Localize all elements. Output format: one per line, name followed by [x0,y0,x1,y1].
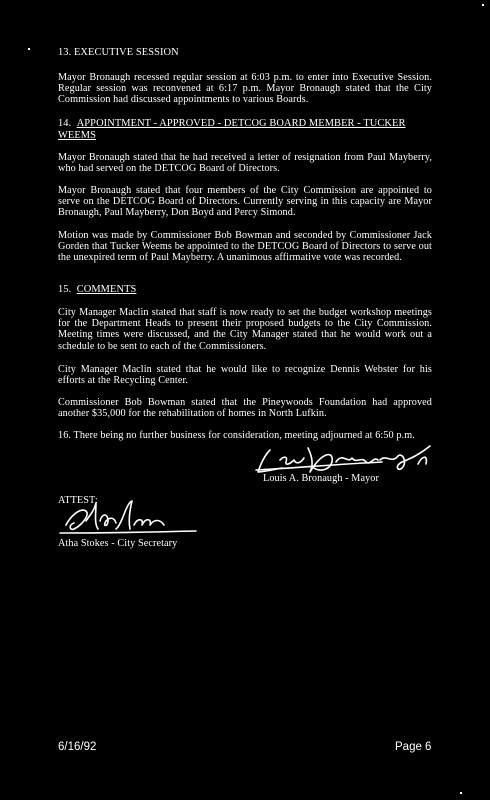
section-15-paragraph-2: City Manager Maclin stated that he would like to recognize Dennis Webster for his efforts at the Recycling Center. [58,364,432,387]
attest-label: ATTEST: [58,495,98,506]
section-14-paragraph-3: Motion was made by Commissioner Bob Bowman and seconded by Commissioner Jack Gorden that Tucker Weems be appointed to the DETCOG Board of Directors to serve out the unexpired term of Paul Mayberry. A unanimous affirmative vote was recorded. [58,230,432,264]
section-14-heading [58,118,434,141]
scan-speck [28,48,30,50]
footer-date: 6/16/92 [58,741,97,753]
section-16-text: 16. There being no further business for consideration, meeting adjourned at 6:50 p.m. [58,430,415,441]
mayor-printed-name: Louis A. Bronaugh - Mayor [263,473,379,484]
section-14-paragraph-1: Mayor Bronaugh stated that he had received a letter of resignation from Paul Mayberry, who had served on the DETCOG Board of Directors. [58,152,432,175]
section-13-text: Mayor Bronaugh recessed regular session at 6:03 p.m. to enter into Executive Session. Regular session was reconvened at 6:17 p.m. Mayor Bronaugh stated that the City Commission had discussed appointments to various Boards. [58,72,432,106]
scan-speck [482,4,484,6]
section-14-paragraph-2: Mayor Bronaugh stated that four members of the City Commission are appointed to serve on the DETCOG Board of Directors. Currently serving in this capacity are Mayor Bronaugh, Paul Mayberry, Don Boyd and Percy Simond. [58,185,432,219]
footer-page-number: Page 6 [395,741,432,753]
scan-speck [460,792,462,794]
section-15-paragraph-1: City Manager Maclin stated that staff is now ready to set the budget workshop meetings for the Department Heads to present their proposed budgets to the City Commission. Meeting times were discussed, and the City Manager stated that he would work out a schedule to be sent to each of the Commissioners. [58,307,432,352]
section-13-heading: 13. EXECUTIVE SESSION [58,47,179,58]
section-15-heading [58,284,136,296]
section-15-title: COMMENTS [76,284,137,295]
section-14-title: APPOINTMENT - APPROVED - DETCOG BOARD MEMBER - TUCKER WEEMS [58,118,406,141]
section-15-number: 15. [58,284,72,295]
city-secretary-signature [56,495,206,537]
city-secretary-printed-name: Atha Stokes - City Secretary [58,538,178,549]
section-15-paragraph-3: Commissioner Bob Bowman stated that the Pineywoods Foundation had approved another $35,000 for the rehabilitation of homes in North Lufkin. [58,397,432,420]
section-14-number: 14. [58,118,72,129]
